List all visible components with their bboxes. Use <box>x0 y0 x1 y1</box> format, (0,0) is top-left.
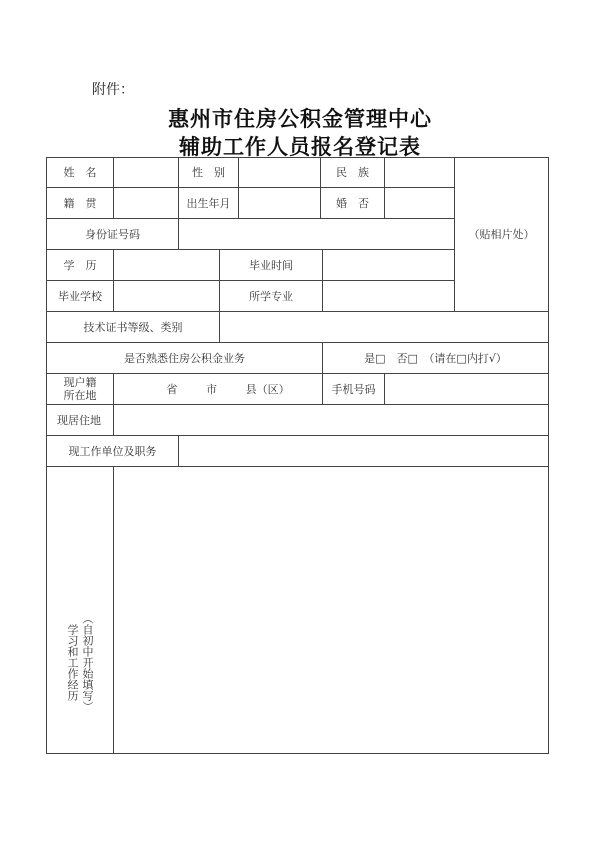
birth-date-label: 出生年月 <box>186 196 231 210</box>
phone-field[interactable] <box>385 374 548 404</box>
education-field[interactable] <box>114 250 219 280</box>
native-place-label: 籍 贯 <box>63 196 97 210</box>
id-number-field[interactable] <box>179 219 454 249</box>
graduation-time-label: 毕业时间 <box>249 258 293 272</box>
school-field[interactable] <box>114 281 219 311</box>
employer-label: 现工作单位及职务 <box>68 444 157 458</box>
graduation-time-field[interactable] <box>323 250 454 280</box>
gender-field[interactable] <box>239 158 320 187</box>
city-text: 市 <box>205 382 217 396</box>
experience-note: （自初中开始填写） <box>81 613 94 712</box>
birth-date-field[interactable] <box>239 188 320 218</box>
form-title-line1: 惠州市住房公积金管理中心 <box>168 106 432 131</box>
household-address-field[interactable] <box>114 374 322 404</box>
photo-placeholder[interactable]: （贴相片处） <box>468 228 535 241</box>
major-field[interactable] <box>323 281 454 311</box>
attachment-label: 附件： <box>92 82 134 98</box>
marital-status-field[interactable] <box>385 188 454 218</box>
phone-label: 手机号码 <box>331 382 376 396</box>
household-registration-label <box>47 374 113 404</box>
experience-field[interactable] <box>114 467 548 754</box>
major-label: 所学专业 <box>249 289 293 303</box>
native-place-field[interactable] <box>114 188 178 218</box>
household-label-line1: 现户籍 <box>63 376 97 389</box>
experience-label-cell <box>47 467 113 754</box>
education-label: 学 历 <box>63 258 97 272</box>
school-label: 毕业学校 <box>58 289 102 303</box>
residence-label: 现居住地 <box>57 413 101 427</box>
province-text: 省 <box>166 382 178 396</box>
employer-field[interactable] <box>179 436 548 466</box>
familiar-business-question: 是否熟悉住房公积金业务 <box>124 351 245 365</box>
name-label: 姓 名 <box>63 166 97 179</box>
familiar-business-options[interactable]: 是□ 否□ （请在□内打√） <box>364 351 507 365</box>
certificate-label: 技术证书等级、类别 <box>83 320 183 334</box>
certificate-field[interactable] <box>220 312 548 342</box>
marital-status-label: 婚 否 <box>336 196 369 210</box>
form-title-line2: 辅助工作人员报名登记表 <box>179 134 421 159</box>
id-number-label: 身份证号码 <box>85 227 140 241</box>
gender-label: 性 别 <box>192 166 225 179</box>
county-text: 县（区） <box>245 382 290 396</box>
ethnicity-label: 民 族 <box>336 166 369 179</box>
household-label-line2: 所在地 <box>63 389 97 402</box>
ethnicity-field[interactable] <box>385 158 454 187</box>
residence-field[interactable] <box>114 405 548 435</box>
experience-label: 学习和工作经历 <box>66 624 79 701</box>
name-field[interactable] <box>114 158 178 187</box>
